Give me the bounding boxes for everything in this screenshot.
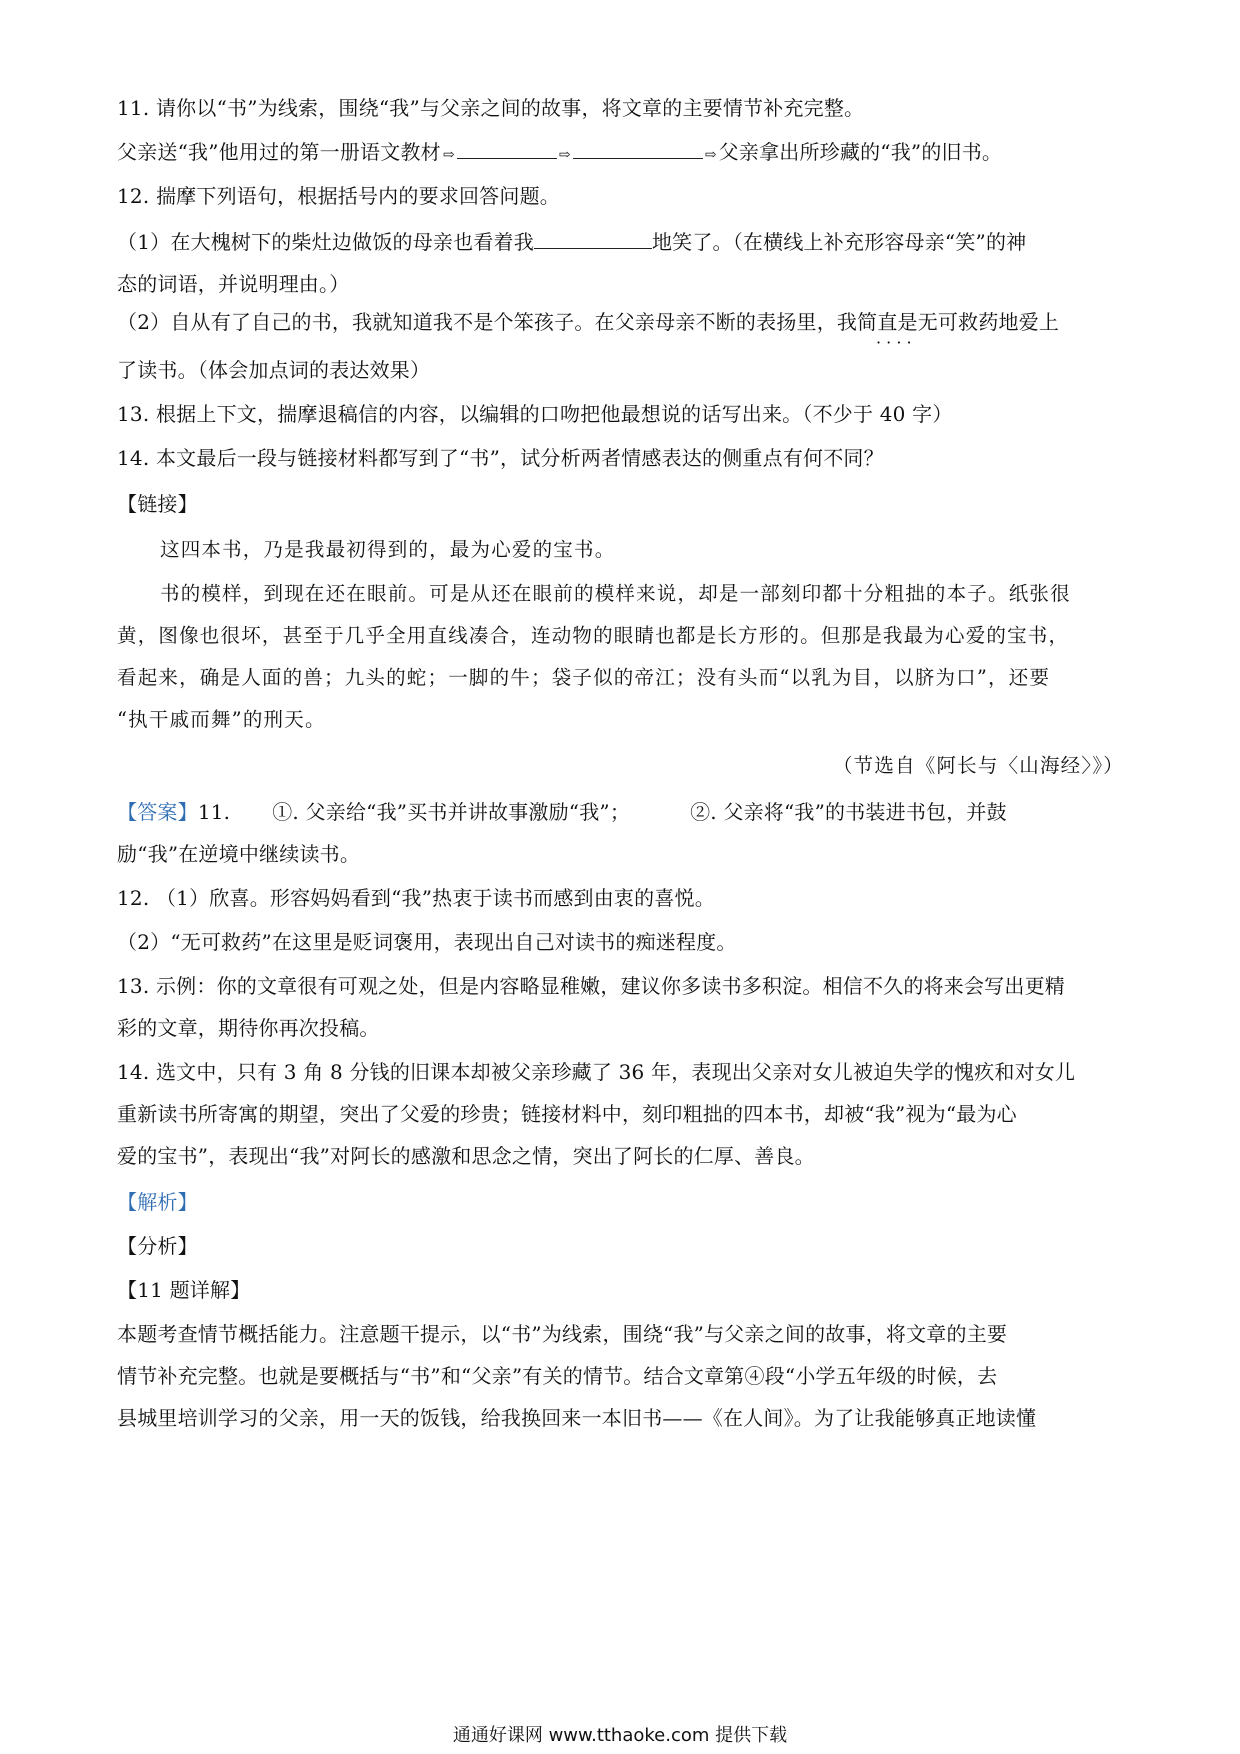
answer-11: 【答案】11. ①. 父亲给“我”买书并讲故事激励“我”； ②. 父亲将“我”的书装进书包，并鼓: [117, 800, 1007, 824]
analysis-text-1: 本题考查情节概括能力。注意题干提示，以“书”为线索，围绕“我”与父亲之间的故事，将文章的主要: [117, 1322, 1008, 1346]
analysis-text-2: 情节补充完整。也就是要概括与“书”和“父亲”有关的情节。结合文章第④段“小学五年级的时候，去: [117, 1364, 998, 1388]
arrow-icon: ⇨: [442, 147, 455, 163]
question-12-sub1: （1）在大槐树下的柴灶边做饭的母亲也看着我 地笑了。（在横线上补充形容母亲“笑”的神: [117, 230, 1027, 254]
arrow-icon: ⇨: [704, 147, 717, 163]
link-para-4: 看起来，确是人面的兽；九头的蛇；一脚的牛；袋子似的帝江；没有头而“以乳为目，以脐为口”，还要: [117, 666, 1051, 689]
analysis-label: 【解析】: [117, 1190, 198, 1214]
answer-12-1: 12. （1）欣喜。形容妈妈看到“我”热衷于读书而感到由衷的喜悦。: [117, 886, 715, 910]
question-11-title: 11. 请你以“书”为线索，围绕“我”与父亲之间的故事，将文章的主要情节补充完整。: [117, 96, 865, 120]
answer-12-2: （2）“无可救药”在这里是贬词褒用，表现出自己对读书的痴迷程度。: [117, 930, 737, 954]
answer-11-cont: 励“我”在逆境中继续读书。: [117, 842, 361, 866]
link-source: （节选自《阿长与〈山海经〉》）: [832, 754, 1124, 777]
link-para-2: 书的模样，到现在还在眼前。可是从还在眼前的模样来说，却是一部刻印都十分粗拙的本子。纸张很: [160, 582, 1071, 605]
question-14-title: 14. 本文最后一段与链接材料都写到了“书”，试分析两者情感表达的侧重点有何不同？: [117, 446, 884, 470]
answer-13: 13. 示例：你的文章很有可观之处，但是内容略显稚嫩，建议你多读书多积淀。相信不久的将来会写出更精: [117, 974, 1065, 998]
question-12-sub1-cont: 态的词语，并说明理由。）: [117, 272, 350, 296]
answer-14-cont-2: 爱的宝书”，表现出“我”对阿长的感激和思念之情，突出了阿长的仁厚、善良。: [117, 1144, 815, 1168]
answer-blank-2[interactable]: [573, 138, 703, 159]
link-para-3: 黄，图像也很坏，甚至于几乎全用直线凑合，连动物的眼睛也都是长方形的。但那是我最为心爱的宝书，: [117, 624, 1070, 647]
footer-watermark: 通通好课网 www.tthaoke.com 提供下载: [452, 1725, 788, 1746]
analysis-detail-heading: 【11 题详解】: [117, 1278, 251, 1302]
answer-14-cont-1: 重新读书所寄寓的期望，突出了父爱的珍贵；链接材料中，刻印粗拙的四本书，却被“我”视为“最为心: [117, 1102, 1017, 1126]
answer-14: 14. 选文中，只有 3 角 8 分钱的旧课本却被父亲珍藏了 36 年，表现出父亲对女儿被迫失学的愧疚和对女儿: [117, 1060, 1076, 1084]
question-12-title: 12. 揣摩下列语句，根据括号内的要求回答问题。: [117, 184, 560, 208]
analysis-fenxi: 【分析】: [117, 1234, 198, 1258]
analysis-text-3: 县城里培训学习的父亲，用一天的饭钱，给我换回来一本旧书——《在人间》。为了让我能够真正地读懂: [117, 1406, 1037, 1430]
answer-label: 【答案】: [117, 800, 198, 824]
chain-end-text: 父亲拿出所珍藏的“我”的旧书。: [718, 140, 1003, 164]
question-13-title: 13. 根据上下文，揣摩退稿信的内容，以编辑的口吻把他最想说的话写出来。（不少于 40 字）: [117, 402, 953, 426]
arrow-icon: ⇨: [558, 147, 571, 163]
link-para-1: 这四本书，乃是我最初得到的，最为心爱的宝书。: [160, 538, 616, 561]
emphasis-dots: · · · ·: [876, 333, 912, 352]
answer-13-cont: 彩的文章，期待你再次投稿。: [117, 1016, 380, 1040]
answer-blank-1[interactable]: [457, 138, 557, 159]
link-para-5: “执干戚而舞”的刑天。: [117, 708, 326, 731]
question-11-chain: [117, 138, 1127, 169]
question-12-sub2: （2）自从有了自己的书，我就知道我不是个笨孩子。在父亲母亲不断的表扬里，我简直是无可救药地爱上: [117, 310, 1060, 334]
answer-blank-3[interactable]: [534, 228, 652, 249]
question-12-sub2-cont: 了读书。（体会加点词的表达效果）: [117, 358, 431, 382]
chain-start-text: 父亲送“我”他用过的第一册语文教材: [117, 140, 441, 164]
link-heading: 【链接】: [117, 492, 198, 516]
